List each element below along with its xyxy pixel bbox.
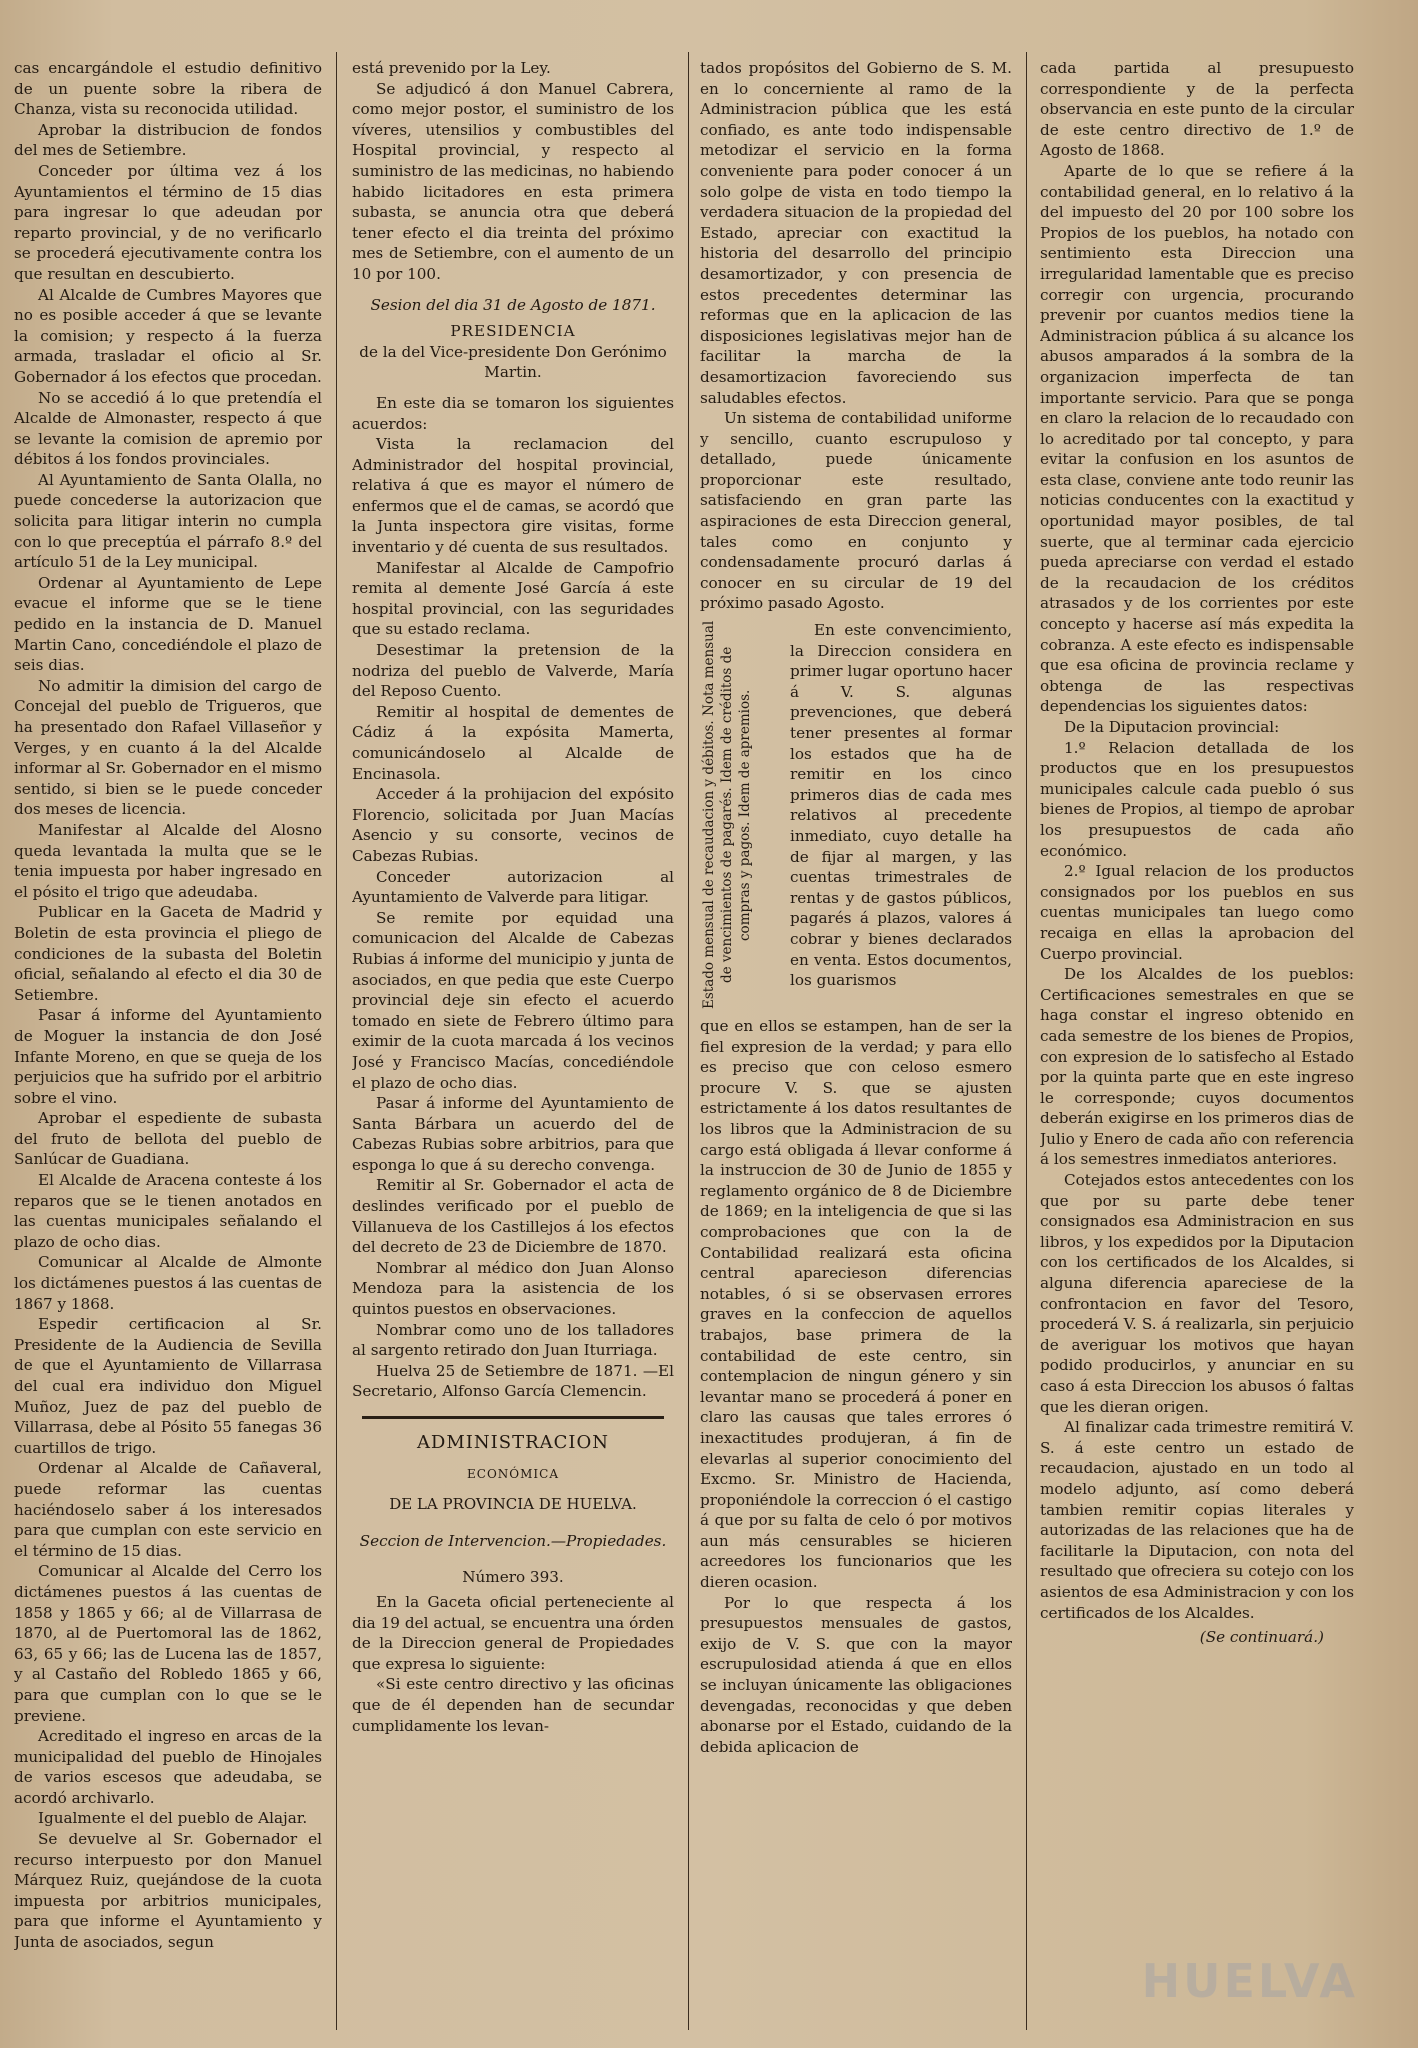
- paragraph: Ordenar al Ayuntamiento de Lepe evacue el informe que se le tiene pedido en la instancia de D. Manuel Martin Cano, concediéndole el plazo de seis dias.: [14, 573, 322, 675]
- paragraph: Ordenar al Alcalde de Cañaveral, puede reformar las cuentas haciéndoselo saber á los interesados para que cumplan con este servicio en el término de 15 dias.: [14, 1459, 322, 1560]
- column-rule-1: [336, 52, 337, 2030]
- column-4: [1040, 58, 1354, 2018]
- paragraph: Al Ayuntamiento de Santa Olalla, no puede concederse la autorizacion que solicita para litigar interin no cumpla con lo que preceptúa el párrafo 8.º del artículo 51 de la Ley municipal.: [14, 470, 322, 572]
- paragraph: Acreditado el ingreso en arcas de la municipalidad del pueblo de Hinojales de varios escesos que adeudaba, se acordó archivarlo.: [14, 1727, 322, 1807]
- side-text: [790, 620, 1012, 1010]
- paragraph: Aprobar el espediente de subasta del fruto de bellota del pueblo de Sanlúcar de Guadiana.: [14, 1109, 322, 1169]
- paragraph: Igualmente el del pueblo de Alajar.: [38, 1809, 308, 1828]
- paragraph: Vista la reclamacion del Administrador del hospital provincial, relativa á que es mayor el número de enfermos que el de camas, se acordó que la Junta inspectora gire visitas, forme inventario y dé cuenta de sus resultados.: [352, 435, 674, 557]
- paragraph: Aprobar la distribucion de fondos del mes de Setiembre.: [14, 120, 322, 160]
- paragraph: está prevenido por la Ley.: [352, 59, 551, 77]
- column-rule-2: [688, 52, 689, 2030]
- column-1: [14, 58, 322, 2018]
- paragraph: Manifestar al Alcalde de Campofrio remita al demente José García á este hospital provincial, con las seguridades que su estado reclama.: [352, 558, 674, 639]
- paragraph: Acceder á la prohijacion del expósito Florencio, solicitada por Juan Macías Asencio y su consorte, vecinos de Cabezas Rubias.: [352, 785, 674, 865]
- paragraph: Manifestar al Alcalde del Alosno queda levantada la multa que se le tenia impuesta por haber ingresado en el pósito el trigo que adeudaba.: [14, 820, 322, 901]
- paragraph: cas encargándole el estudio definitivo de un puente sobre la ribera de Chanza, vista su reconocida utilidad.: [14, 59, 322, 119]
- paragraph: En este convencimiento, la Direccion considera en primer lugar oportuno hacer á V. S. algunas prevenciones, que deberá tener presentes al formar los estados que ha de remitir en los cinco primeros dias de cada mes relativos al precedente inmediato, cuyo detalle ha de fijar al margen, y las cuentas trimestrales de rentas y de gastos públicos, pagarés á plazos, valores á cobrar y bienes declarados en venta. Estos documentos, los guarismos: [790, 621, 1012, 990]
- admin-subtitle: ECONÓMICA: [467, 1466, 559, 1481]
- column-rule-3: [1026, 52, 1027, 2030]
- paragraph: Aparte de lo que se refiere á la contabilidad general, en lo relativo á la del impuesto del 20 por 100 sobre los Propios de los pueblos, ha notado con sentimiento esta Direccion una irregularidad lamentable que es preciso corregir con urgencia, procurando prevenir por cuantos medios tiene la Administracion pública á su alcance los abusos amparados á la sombra de la organizacion imperfecta de tan importante servicio. Para que se ponga en claro la relacion de lo recaudado con lo acreditado por tal concepto, y para evitar la confusion en los asuntos de esta clase, conviene ante todo reunir las noticias conducentes con la exactitud y oportunidad mayor posibles, de tal suerte, que al terminar cada ejercicio pueda apreciarse con verdad el estado de la recaudacion de los créditos atrasados y de los corrientes por este concepto y hacerse así más expedita la cobranza. A este efecto es indispensable que esa oficina de provincia reclame y obtenga de las respectivas dependencias los siguientes datos:: [1040, 161, 1354, 716]
- paragraph: Al Alcalde de Cumbres Mayores que no es posible acceder á que se levante la comision; y respecto á la fuerza armada, trasladar el oficio al Sr. Gobernador á los efectos que procedan.: [14, 285, 322, 386]
- paragraph: Desestimar la pretension de la nodriza del pueblo de Valverde, María del Reposo Cuento.: [352, 641, 674, 701]
- archive-watermark: HUELVA: [1141, 1954, 1358, 2008]
- admin-province: DE LA PROVINCIA DE HUELVA.: [389, 1495, 637, 1514]
- paragraph: Pasar á informe del Ayuntamiento de Santa Bárbara un acuerdo del de Cabezas Rubias sobre arbitrios, para que esponga lo que á su derecho convenga.: [352, 1094, 674, 1174]
- paragraph: Remitir al Sr. Gobernador el acta de deslindes verificado por el pueblo de Villanueva de los Castillejos á los efectos del decreto de 23 de Diciembre de 1870.: [352, 1176, 674, 1257]
- paragraph: Nombrar al médico don Juan Alonso Mendoza para la asistencia de los quintos puestos en observaciones.: [352, 1258, 674, 1319]
- presidencia-heading: PRESIDENCIA: [450, 322, 576, 341]
- paragraph: que en ellos se estampen, han de ser la fiel expresion de la verdad; y para ello es preciso que con celoso esmero procure V. S. que se ajusten estrictamente á los datos resultantes de los libros que la Administracion de su cargo está obligada á llevar conforme á la instruccion de 30 de Junio de 1855 y reglamento orgánico de 8 de Diciembre de 1869; en la inteligencia de que si las comprobaciones que con la de Contabilidad realizará esta oficina central aparecieson diferencias notables, ó si se observasen errores graves en la confeccion de aquellos trabajos, base primera de la contabilidad de este centro, sin contemplacion de ningun género y sin levantar mano se procederá á poner en claro las causas que tales errores ó inexactitudes produjeran, á fin de elevarlas al superior conocimiento del Excmo. Sr. Ministro de Hacienda, proponiéndole la correccion ó el castigo á que por su falta de celo ó por motivos aun más censurables se hicieren acreedores los funcionarios que les dieren ocasion.: [700, 1017, 1012, 1592]
- paragraph: Nombrar como uno de los talladores al sargento retirado don Juan Iturriaga.: [352, 1320, 674, 1360]
- paragraph: Pasar á informe del Ayuntamiento de Moguer la instancia de don José Infante Moreno, en que se queja de los perjuicios que ha sufrido por el arbitrio sobre el vino.: [14, 1006, 322, 1107]
- paragraph: tados propósitos del Gobierno de S. M. en lo concerniente al ramo de la Administracion pública que les está confiado, es ante todo indispensable metodizar el servicio en la forma conveniente para poder conocer á un solo golpe de vista en todo tiempo la verdadera situacion de la propiedad del Estado, apreciar con exactitud la historia del desarrollo del principio desamortizador, y con presencia de estos precedentes determinar las reformas que en la aplicacion de las disposiciones legislativas mejor han de facilitar la marcha de la desamortizacion favoreciendo sus saludables efectos.: [700, 59, 1012, 407]
- paragraph: En este dia se tomaron los siguientes acuerdos:: [352, 393, 674, 433]
- paragraph: Espedir certificacion al Sr. Presidente de la Audiencia de Sevilla de que el Ayuntamiento de Villarrasa del cual era individuo don Miguel Muñoz, Juez de paz del pueblo de Villarrasa, debe al Pósito 55 fanegas 36 cuartillos de trigo.: [14, 1315, 322, 1457]
- number-heading: Número 393.: [462, 1568, 564, 1587]
- paragraph: Comunicar al Alcalde del Cerro los dictámenes puestos á las cuentas de 1858 y 1865 y 66; al de Villarrasa de 1870, al de Puertomoral las de 1862, 63, 65 y 66; las de Lucena las de 1857, y al Castaño del Robledo 1865 y 66, para que cumplan con lo que se le previene.: [14, 1562, 322, 1725]
- paragraph: No admitir la dimision del cargo de Concejal del pueblo de Trigueros, que ha presentado don Rafael Villaseñor y Verges, y en cuanto á la del Alcalde informar al Sr. Gobernador en el mismo sentido, si bien se le puede conceder dos meses de licencia.: [14, 676, 322, 819]
- paragraph: De la Diputacion provincial:: [1064, 718, 1280, 736]
- section-heading: Seccion de Intervencion.—Propiedades.: [359, 1531, 667, 1550]
- paragraph: Conceder autorizacion al Ayuntamiento de Valverde para litigar.: [352, 867, 674, 907]
- paragraph: «Si este centro directivo y las oficinas que de él dependen han de secundar cumplidamente los levan-: [352, 1675, 674, 1735]
- paragraph: Remitir al hospital de dementes de Cádiz á la expósita Mamerta, comunicándoselo al Alcalde de Encinasola.: [352, 702, 674, 783]
- paragraph: En la Gaceta oficial perteneciente al dia 19 del actual, se encuentra una órden de la Direccion general de Propiedades que expresa lo siguiente:: [352, 1592, 674, 1673]
- paragraph: No se accedió á lo que pretendía el Alcalde de Almonaster, respecto á que se levante la comision de apremio por débitos á los fondos provinciales.: [14, 388, 322, 469]
- section-divider: [362, 1416, 664, 1419]
- column-3: [700, 58, 1012, 2018]
- signature-paragraph: Huelva 25 de Setiembre de 1871. —El Secretario, Alfonso García Clemencin.: [352, 1361, 674, 1401]
- margin-list-block: [700, 620, 1012, 1010]
- vertical-list-wrapper: [700, 620, 782, 1010]
- paragraph: Al finalizar cada trimestre remitirá V. S. á este centro un estado de recaudacion, ajustado en un todo al modelo adjunto, así como deberá tambien remitir copias literales y autorizadas de las relaciones que ha de facilitarle la Diputacion, con nota del resultado que ofreciera su cotejo con los asientos de esa Administracion y con los certificados de los Alcaldes.: [1040, 1418, 1354, 1622]
- vertical-document-list: Estado mensual de recaudacion y débitos. Nota mensual de vencimientos de pagarés. Idem de créditos de compras y pagos. Idem de apremios.: [701, 620, 753, 1010]
- paragraph: Comunicar al Alcalde de Almonte los dictámenes puestos á las cuentas de 1867 y 1868.: [14, 1253, 322, 1313]
- paragraph: Cotejados estos antecedentes con los que por su parte debe tener consignados esa Administracion en sus libros, y los expedidos por la Diputacion con los certificados de los Alcaldes, si alguna diferencia apareciese de la confrontacion en favor del Tesoro, procederá V. S. á realizarla, sin perjuicio de averiguar los motivos que hayan podido producirlos, y anunciar en su caso á esta Direccion los abusos ó faltas que les dieran origen.: [1040, 1171, 1354, 1416]
- paragraph: Se devuelve al Sr. Gobernador el recurso interpuesto por don Manuel Márquez Ruiz, quejándose de la cuota impuesta por arbitrios municipales, para que informe el Ayuntamiento y Junta de asociados, segun: [14, 1830, 322, 1952]
- paragraph: 2.º Igual relacion de los productos consignados por los pueblos en sus cuentas municipales tan luego como recaiga en ellas la aprobacion del Cuerpo provincial.: [1040, 862, 1354, 963]
- paragraph: Se adjudicó á don Manuel Cabrera, como mejor postor, el suministro de los víveres, utensilios y combustibles del Hospital provincial, y respecto al suministro de las medicinas, no habiendo habido licitadores en esta primera subasta, se anuncia otra que deberá tener efecto el dia treinta del próximo mes de Setiembre, con el aumento de un 10 por 100.: [352, 79, 674, 283]
- paragraph: Por lo que respecta á los presupuestos mensuales de gastos, exijo de V. S. que con la mayor escrupulosidad atienda á que en ellos se incluyan únicamente las obligaciones devengadas, reconocidas y que deben abonarse por el Estado, cuidando de la debida aplicacion de: [700, 1593, 1012, 1756]
- paragraph: Se remite por equidad una comunicacion del Alcalde de Cabezas Rubias á informe del municipio y junta de asociados, en que pedia que este Cuerpo provincial deje sin efecto el acuerdo tomado en siete de Febrero último para eximir de la cuota marcada á los vecinos José y Francisco Macías, concediéndole el plazo de ocho dias.: [352, 908, 674, 1092]
- paragraph: cada partida al presupuesto correspondiente y de la perfecta observancia en este punto de la circular de este centro directivo de 1.º de Agosto de 1868.: [1040, 59, 1354, 160]
- paragraph: De los Alcaldes de los pueblos: Certificaciones semestrales en que se haga constar el ingreso obtenido en cada semestre de los bienes de Propios, con expresion de lo satisfecho al Estado por la quinta parte que en este ingreso le corresponde; cuyos documentos deberán exigirse en los primeros dias de Julio y Enero de cada año con referencia á los semestres inmediatos anteriores.: [1040, 965, 1354, 1169]
- paragraph: El Alcalde de Aracena conteste á los reparos que se le tienen anotados en las cuentas municipales señalando el plazo de ocho dias.: [14, 1171, 322, 1251]
- column-2: [352, 58, 674, 2018]
- presidencia-subheading: de la del Vice-presidente Don Gerónimo Martin.: [359, 342, 667, 382]
- paragraph: Un sistema de contabilidad uniforme y sencillo, cuanto escrupuloso y detallado, puede únicamente proporcionar este resultado, satisfaciendo en gran parte las aspiraciones de esta Direccion general, tales como en conjunto y condensadamente procuró darlas á conocer en su circular de 19 del próximo pasado Agosto.: [700, 409, 1012, 613]
- paragraph: 1.º Relacion detallada de los productos que en los presupuestos municipales calcule cada pueblo ó sus bienes de Propios, al tiempo de aprobar los presupuestos de cada año económico.: [1040, 738, 1354, 860]
- paragraph: Publicar en la Gaceta de Madrid y Boletin de esta provincia el pliego de condiciones de la subasta del Boletin oficial, señalando al efecto el dia 30 de Setiembre.: [14, 903, 322, 1004]
- session-heading: Sesion del dia 31 de Agosto de 1871.: [370, 295, 656, 314]
- admin-title: ADMINISTRACION: [416, 1432, 610, 1453]
- paragraph: Conceder por última vez á los Ayuntamientos el término de 15 dias para ingresar lo que adeudan por reparto provincial, y de no verificarlo se procederá ejecutivamente contra los que resultan en descubierto.: [14, 161, 322, 283]
- continued-note: (Se continuará.): [1199, 1628, 1324, 1647]
